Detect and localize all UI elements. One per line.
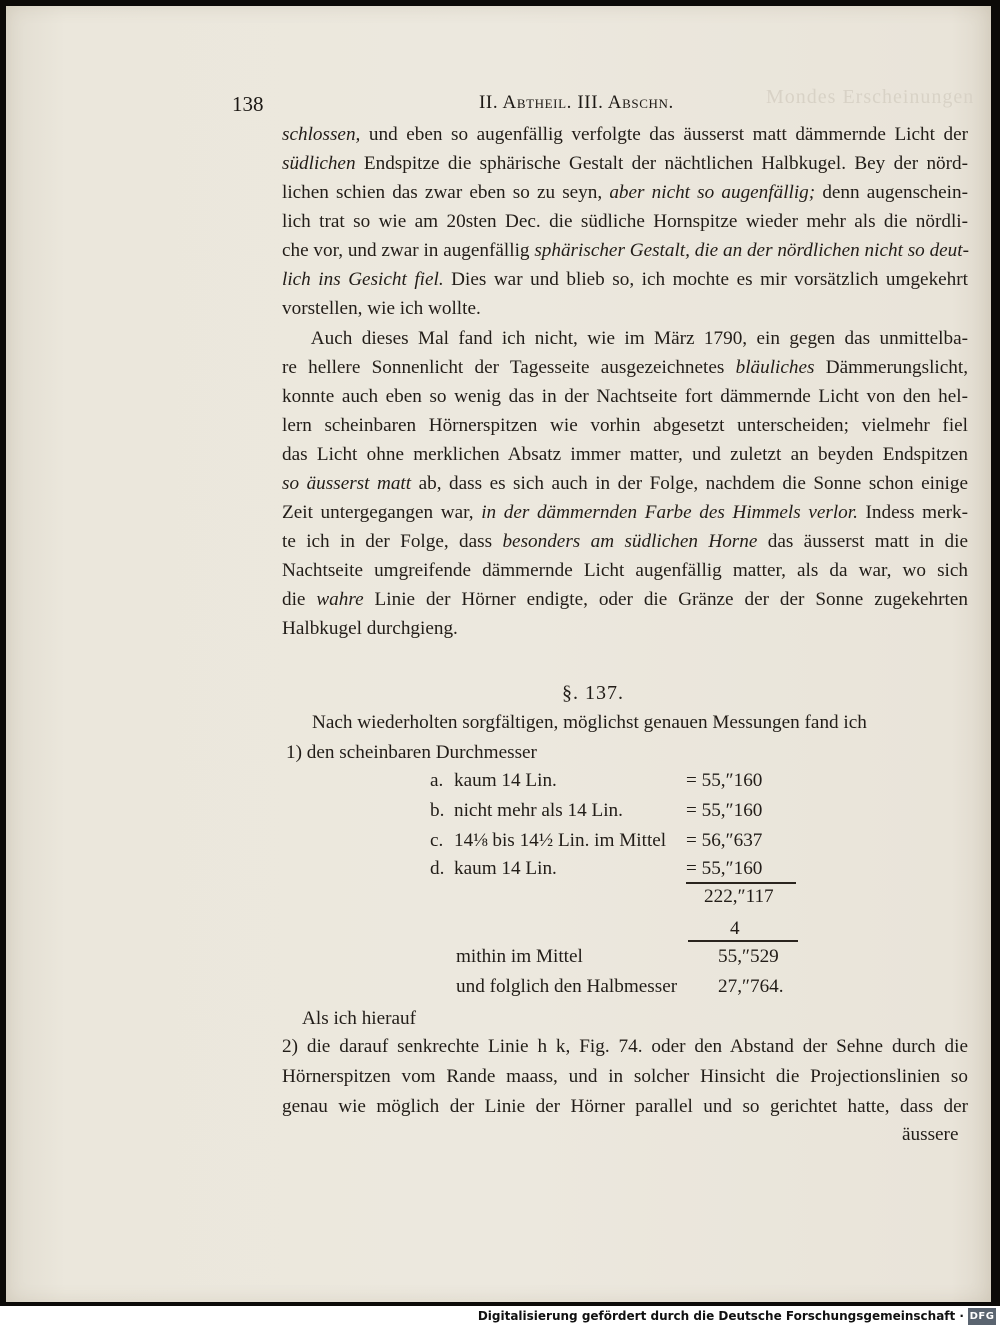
text-line: [282, 444, 968, 474]
text-run: und eben so augenfällig verfolgte das äusserst matt dämmernde Licht der: [360, 124, 968, 145]
mean-label: mithin im Mittel: [456, 946, 583, 967]
text-line: [282, 153, 968, 183]
measurement-value: = 56,″637: [686, 830, 763, 851]
italic-run: aber nicht so augenfällig;: [609, 182, 816, 203]
text-run: Halbkugel durchgieng.: [282, 618, 458, 639]
sum-value: 222,″117: [704, 886, 774, 907]
measurement-label: a.: [430, 770, 444, 791]
measurement-label: c.: [430, 830, 444, 851]
footer-bar: [0, 1306, 1000, 1328]
section-heading: §. 137.: [562, 682, 624, 704]
text-line: [282, 1096, 968, 1126]
text-run: Hörnerspitzen vom Rande maass, und in solcher Hinsicht die Projectionslinien so: [282, 1066, 968, 1087]
italic-run: wahre: [316, 589, 364, 610]
text-run: te ich in der Folge, dass: [282, 531, 503, 552]
paragraph-3-intro: Als ich hierauf: [302, 1008, 417, 1029]
book-page: [6, 6, 991, 1302]
funding-credit: Digitalisierung gefördert durch die Deutsche Forschungsgemeinschaft ·: [477, 1309, 964, 1323]
text-line: [282, 1036, 968, 1066]
text-line: [282, 298, 968, 328]
item-1-line: 1) den scheinbaren Durchmesser: [286, 742, 537, 763]
text-line: [282, 240, 968, 270]
text-line: [282, 386, 968, 416]
measurement-value: = 55,″160: [686, 858, 763, 879]
text-line: [282, 211, 968, 241]
measurement-description: 14⅛ bis 14½ Lin. im Mittel: [454, 830, 667, 851]
text-run: lichen schien das zwar eben so zu seyn,: [282, 182, 610, 203]
text-line: [282, 415, 968, 445]
page-header: [6, 92, 991, 122]
text-run: re hellere Sonnenlicht der Tagesseite ausgezeichnetes: [282, 357, 736, 378]
text-line: [282, 182, 968, 212]
intro-line: Nach wiederholten sorgfältigen, möglichst genauen Messungen fand ich: [312, 712, 867, 733]
italic-run: sphärischer Gestalt, die an der nördlichen nicht so deut-: [534, 240, 969, 261]
text-line: [282, 560, 968, 590]
text-run: 2) die darauf senkrechte Linie h k, Fig. 74. oder den Abstand der Sehne durch die: [282, 1036, 968, 1057]
italic-run: lich ins Gesicht fiel.: [282, 269, 444, 290]
text-run: lich trat so wie am 20sten Dec. die südliche Hornspitze wieder mehr als die nördli-: [282, 211, 968, 232]
measurement-label: b.: [430, 800, 445, 821]
italic-run: schlossen,: [282, 124, 361, 145]
italic-run: südlichen: [282, 153, 356, 174]
measurement-description: nicht mehr als 14 Lin.: [454, 800, 623, 821]
text-line: [282, 269, 968, 299]
divisor: 4: [730, 918, 740, 939]
text-run: konnte auch eben so wenig das in der Nachtseite fort dämmernde Licht von den hel-: [282, 386, 968, 407]
measurement-description: kaum 14 Lin.: [454, 770, 557, 791]
italic-run: besonders am südlichen Horne: [502, 531, 758, 552]
measurement-value: = 55,″160: [686, 770, 763, 791]
text-run: Linie der Hörner endigte, oder die Gränze der der Sonne zugekehrten: [363, 589, 968, 610]
bleed-through-text: Mondes Erscheinungen: [766, 86, 975, 108]
mean-value: 55,″529: [718, 946, 779, 967]
radius-value: 27,″764.: [718, 976, 784, 997]
text-run: die: [282, 589, 317, 610]
text-line: [282, 124, 968, 154]
italic-run: bläuliches: [735, 357, 815, 378]
text-run: Endspitze die sphärische Gestalt der nächtlichen Halbkugel. Bey der nörd-: [355, 153, 968, 174]
text-run: genau wie möglich der Linie der Hörner parallel und so gerichtet hatte, dass der: [282, 1096, 968, 1117]
text-line: [282, 502, 968, 532]
text-line: [282, 589, 968, 619]
sum-rule: [686, 882, 796, 884]
measurement-label: d.: [430, 858, 445, 879]
text-run: Indess merk-: [857, 502, 968, 523]
text-run: lern scheinbaren Hörnerspitzen wie vorhin abgesetzt unterscheiden; vielmehr fiel: [282, 415, 968, 436]
text-run: Zeit untergegangen war,: [282, 502, 482, 523]
text-line: [282, 531, 968, 561]
measurement-value: = 55,″160: [686, 800, 763, 821]
text-line: [282, 473, 968, 503]
text-run: Auch dieses Mal fand ich nicht, wie im März 1790, ein gegen das unmittelba-: [282, 328, 968, 349]
dfg-logo: DFG: [968, 1308, 996, 1325]
text-run: vorstellen, wie ich wollte.: [282, 298, 481, 319]
division-rule: [688, 940, 798, 942]
radius-label: und folglich den Halbmesser: [456, 976, 678, 997]
text-run: denn augenschein-: [815, 182, 968, 203]
italic-run: so äusserst matt: [282, 473, 412, 494]
text-run: das äusserst matt in die: [757, 531, 968, 552]
text-line: [282, 618, 968, 648]
measurement-description: kaum 14 Lin.: [454, 858, 557, 879]
text-run: Dies war und blieb so, ich mochte es mir vorsätzlich umgekehrt: [443, 269, 968, 290]
text-run: ab, dass es sich auch in der Folge, nachdem die Sonne schon einige: [411, 473, 968, 494]
catchword: äussere: [902, 1124, 959, 1145]
italic-run: in der dämmernden Farbe des Himmels verlor.: [481, 502, 858, 523]
text-run: che vor, und zwar in augenfällig: [282, 240, 535, 261]
text-run: Nachtseite umgreifende dämmernde Licht augenfällig matter, als da war, wo sich: [282, 560, 968, 581]
running-title: II. Abtheil. III. Abschn.: [479, 92, 674, 113]
page-number: 138: [232, 92, 264, 116]
text-line: [282, 357, 968, 387]
text-run: das Licht ohne merklichen Absatz immer matter, und zuletzt an beyden Endspitzen: [282, 444, 968, 465]
text-line: [282, 328, 968, 358]
text-run: Dämmerungslicht,: [814, 357, 969, 378]
text-line: [282, 1066, 968, 1096]
